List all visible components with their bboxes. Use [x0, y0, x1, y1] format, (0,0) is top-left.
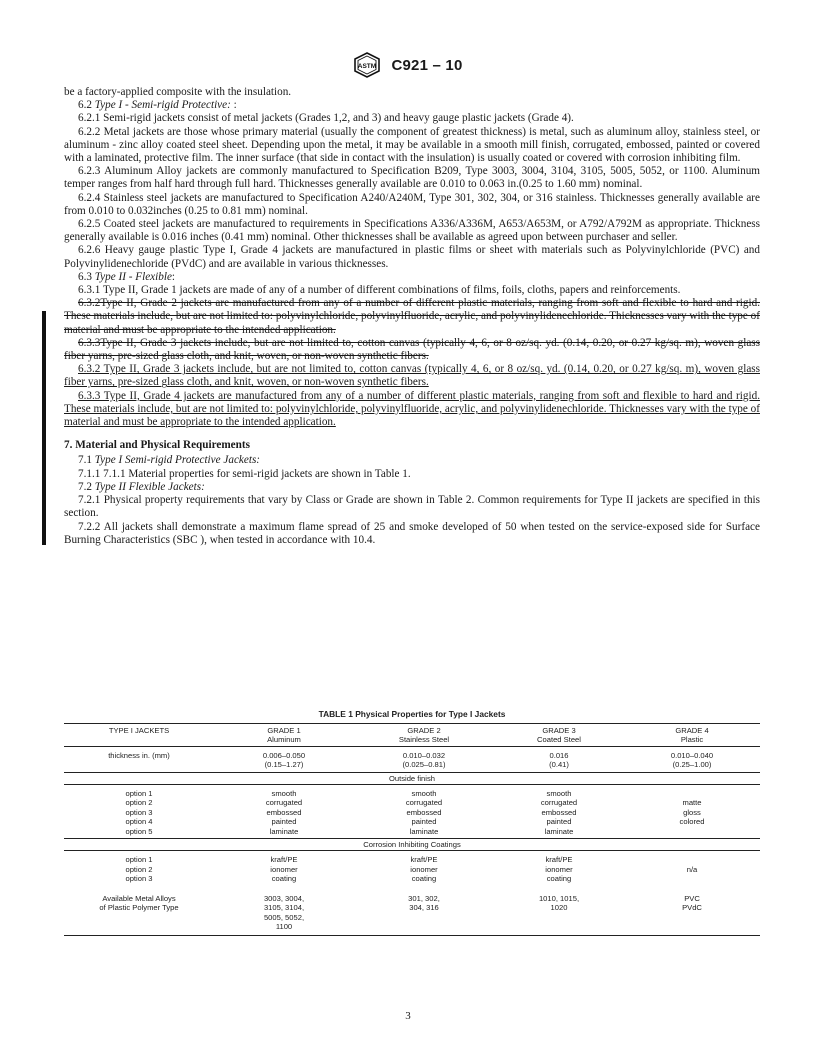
row-label: thickness in. (mm): [64, 746, 214, 772]
column-header: [494, 724, 624, 747]
column-header: [64, 724, 214, 747]
option-label: option 2: [125, 798, 153, 808]
cell-line: [624, 874, 760, 883]
grade-1-coatings: [214, 851, 354, 886]
cell-line: (0.15–1.27): [264, 760, 304, 770]
cell-line: 1010, 1015,: [538, 893, 580, 903]
subheader-cell: Corrosion Inhibiting Coatings: [64, 839, 760, 851]
cell-line: embossed: [266, 807, 302, 817]
grade-3-coatings: [494, 851, 624, 886]
cell-line: [624, 827, 760, 836]
option-label: option 5: [125, 826, 153, 836]
column-header-sublabel: Stainless Steel: [398, 735, 450, 745]
paragraph-6-2-5: 6.2.5 Coated steel jackets are manufactured to requirements in Specifications A336/A336M, A653/A653M, or A792/A792M as appropriate. Thickness generally available is 0.016 inches (0.41 mm) nominal. Other thicknesses shall be available as agreed upon between purchaser and seller.: [64, 218, 760, 244]
section-title: Type I - Semi-rigid Protective:: [94, 99, 231, 112]
cell-line: ionomer: [410, 864, 438, 874]
section-title-tail: :: [230, 99, 237, 112]
grade-4-coatings: [624, 851, 760, 886]
paragraph-continuation: be a factory-applied composite with the insulation.: [64, 86, 292, 98]
table-cell: [214, 746, 354, 772]
document-designation: C921 – 10: [391, 56, 463, 74]
cell-line: laminate: [269, 826, 299, 836]
cell-line: kraft/PE: [270, 855, 298, 865]
cell-line: smooth: [546, 789, 572, 799]
cell-line: laminate: [544, 826, 574, 836]
coatings-subheader-row: [64, 839, 760, 851]
grade-2-finishes: [354, 785, 494, 839]
cell-line: kraft/PE: [545, 855, 573, 865]
cell-line: coating: [271, 874, 297, 884]
cell-line: ionomer: [270, 864, 298, 874]
section-number: 7.1: [78, 454, 92, 467]
option-label: option 3: [125, 807, 153, 817]
cell-line: 0.010–0.040: [670, 750, 714, 760]
grade-2-alloys: [354, 886, 494, 936]
option-label: option 1: [125, 855, 153, 865]
cell-line: painted: [411, 817, 437, 827]
section-7-1-heading: [64, 454, 760, 467]
option-labels: [64, 785, 214, 839]
cell-line: 0.010–0.032: [402, 750, 446, 760]
row-label-line: of Plastic Polymer Type: [99, 903, 179, 913]
cell-line: 5005, 5052,: [263, 912, 305, 922]
paragraph-6-3-1: 6.3.1 Type II, Grade 1 jackets are made of any of a number of different combinations of films, foils, cloths, papers and reinforcements.: [78, 284, 681, 297]
inserted-paragraph-6-3-3: 6.3.3 Type II, Grade 4 jackets are manufactured from any of a number of different plastic materials, ranging from soft and flexible to hard and rigid. These materials include, but are not limited to: polyvinylchloride, polyvinylfluoride, acrylic, and polyvinylidenechloride. Thicknesses vary with the type of material and must be appropriate to the intended application.: [64, 389, 760, 429]
paragraph-7-2-1: 7.2.1 Physical property requirements that vary by Class or Grade are shown in Table 2. Common requirements for Type II jackets are specified in this section.: [64, 494, 760, 520]
cell-line: corrugated: [405, 798, 443, 808]
inserted-paragraph-6-3-2: 6.3.2 Type II, Grade 3 jackets include, but are not limited to, cotton canvas (typically 4, 6, or 8 oz/sq. yd. (0.14, 0.20, or 0.27 kg/sq. m), woven glass fiber yarns, pre-sized glass cloth, and knit, woven, or non-woven synthetic fibers.: [64, 363, 760, 389]
column-header-sublabel: Aluminum: [267, 735, 301, 745]
cell-line: coating: [546, 874, 572, 884]
column-header: [354, 724, 494, 747]
cell-line: 3003, 3004,: [263, 893, 305, 903]
cell-line: (0.25–1.00): [672, 760, 712, 770]
cell-line: colored: [679, 817, 705, 827]
section-number: 6.2: [78, 99, 92, 112]
deleted-paragraph-6-3-3: 6.3.3Type II, Grade 3 jackets include, but are not limited to, cotton canvas (typically 4, 6, or 8 oz/sq. yd. (0.14, 0.20, or 0.27 kg/sq. m), woven glass fiber yarns, pre-sized glass cloth, and knit, woven, or non-woven synthetic fibers.: [64, 336, 760, 363]
cell-line: kraft/PE: [410, 855, 438, 865]
cell-line: 0.006–0.050: [262, 750, 306, 760]
column-header-label: GRADE 3: [542, 726, 576, 735]
cell-line: [624, 789, 760, 798]
option-labels: [64, 851, 214, 886]
document-body: [64, 86, 760, 547]
alloys-row: [64, 886, 760, 936]
cell-line: gloss: [683, 807, 701, 817]
option-label: option 4: [125, 817, 153, 827]
grade-1-alloys: [214, 886, 354, 936]
section-number: 7.2: [78, 480, 92, 493]
table-cell: [354, 746, 494, 772]
option-label: option 1: [125, 789, 153, 799]
cell-line: n/a: [686, 864, 698, 874]
revision-change-bar: [42, 311, 46, 545]
section-title: Type II Flexible Jackets:: [94, 480, 205, 493]
cell-line: corrugated: [265, 798, 303, 808]
thickness-row: [64, 746, 760, 772]
section-6-3-heading: [64, 271, 760, 284]
section-number: 6.3: [78, 270, 92, 283]
column-header-label: TYPE I JACKETS: [108, 726, 170, 735]
table-title: TABLE 1 Physical Properties for Type I Jackets: [318, 709, 506, 719]
cell-line: 3105, 3104,: [263, 903, 305, 913]
cell-line: [624, 855, 760, 864]
cell-line: laminate: [409, 826, 439, 836]
cell-line: 1020: [550, 903, 568, 913]
section-title-tail: :: [171, 270, 176, 283]
grade-2-coatings: [354, 851, 494, 886]
cell-line: embossed: [541, 807, 577, 817]
column-header-sublabel: Coated Steel: [537, 735, 581, 745]
cell-line: (0.025–0.81): [402, 760, 446, 770]
outside-finish-options-row: [64, 785, 760, 839]
paragraph-6-2-1: 6.2.1 Semi-rigid jackets consist of metal jackets (Grades 1,2, and 3) and heavy gauge plastic jackets (Grade 4).: [78, 112, 574, 125]
paragraph-7-1-1: 7.1.1 7.1.1 Material properties for semi-rigid jackets are shown in Table 1.: [78, 467, 411, 480]
cell-line: smooth: [411, 789, 437, 799]
section-title: Type I Semi-rigid Protective Jackets:: [94, 454, 261, 467]
section-7-heading: 7. Material and Physical Requirements: [64, 439, 250, 452]
column-header-label: GRADE 2: [407, 726, 441, 735]
grade-4-finishes: [624, 785, 760, 839]
grade-4-alloys: [624, 886, 760, 936]
outside-finish-subheader-row: [64, 772, 760, 784]
cell-line: 0.016: [549, 750, 569, 760]
option-label: option 2: [125, 864, 153, 874]
subheader-cell: Outside finish: [64, 772, 760, 784]
cell-line: (0.41): [549, 760, 569, 770]
deleted-paragraph-6-3-2: 6.3.2Type II, Grade 2 jackets are manufactured from any of a number of different plastic materials, ranging from soft and flexible to hard and rigid. These materials include, but are not limited to: polyvinylchloride, polyvinylfluoride, acrylic, and polyvinylidenechloride. Thicknesses vary with the type of material and must be appropriate to the intended application.: [64, 297, 760, 336]
cell-line: ionomer: [545, 864, 573, 874]
column-header-label: GRADE 4: [675, 726, 709, 735]
grade-1-finishes: [214, 785, 354, 839]
cell-line: embossed: [406, 807, 442, 817]
grade-3-finishes: [494, 785, 624, 839]
paragraph-6-2-4: 6.2.4 Stainless steel jackets are manufactured to Specification A240/A240M, Type 301, 302, 304, or 316 stainless. Thicknesses generally available are from 0.010 to 0.032inches (0.25 to 0.81 mm) nominal.: [64, 191, 760, 217]
coatings-options-row: [64, 851, 760, 886]
table-header-row: [64, 724, 760, 747]
table-cell: [624, 746, 760, 772]
cell-line: 301, 302,: [408, 893, 440, 903]
column-header: [624, 724, 760, 747]
section-title: Type II - Flexible: [94, 270, 172, 283]
page-header: [0, 52, 816, 80]
page-number: 3: [405, 1010, 411, 1022]
cell-line: painted: [546, 817, 572, 827]
table-cell: [494, 746, 624, 772]
row-label-line: Available Metal Alloys: [102, 893, 176, 903]
option-label: option 3: [125, 874, 153, 884]
column-header-sublabel: Plastic: [680, 735, 704, 745]
grade-3-alloys: [494, 886, 624, 936]
paragraph-6-2-3: 6.2.3 Aluminum Alloy jackets are commonly manufactured to Specification B209, Type 3003, 3004, 3104, 3105, 5005, 5052, or 1100. Aluminum temper ranges from half hard through full hard. Thicknesses generally available are 0.010 to 0.063 in.(0.25 to 1.60 mm) nominal.: [64, 165, 760, 191]
cell-line: 1100: [275, 921, 293, 931]
cell-line: 304, 316: [409, 903, 439, 913]
cell-line: smooth: [271, 789, 297, 799]
cell-line: PVC: [684, 893, 700, 903]
column-header: [214, 724, 354, 747]
physical-properties-table: [64, 723, 760, 936]
cell-line: painted: [271, 817, 297, 827]
svg-text:ASTM: ASTM: [358, 63, 377, 70]
table-1: [64, 709, 760, 936]
cell-line: PVdC: [682, 903, 702, 913]
paragraph-6-2-6: 6.2.6 Heavy gauge plastic Type I, Grade 4 jackets are manufactured in plastic films or sheet with materials such as Polyvinylchloride (PVC) and Polyvinylidenechloride (PVdC) and are available in various thicknesses.: [64, 244, 760, 270]
column-header-label: GRADE 1: [267, 726, 301, 735]
paragraph-6-2-2: 6.2.2 Metal jackets are those whose primary material (usually the component of greatest thickness) is metal, such as aluminum alloy, stainless steel, or aluminum - zinc alloy coated steel sheet. Depending upon the metal, it may be available in a smooth mill finish, corrugated, embossed, painted or covered with a laminated, protective film. The inner surface (that side in contact with the insulation) is usually coated or covered with corrosion inhibiting film.: [64, 125, 760, 165]
cell-line: coating: [411, 874, 437, 884]
cell-line: matte: [682, 798, 702, 808]
paragraph-7-2-2: 7.2.2 All jackets shall demonstrate a maximum flame spread of 25 and smoke developed of 50 when tested on the service-exposed side for Surface Burning Characteristics (SBC ), when tested in accordance with 10.4.: [64, 520, 760, 546]
section-7-2-heading: [64, 481, 760, 494]
astm-logo-icon: [353, 52, 381, 78]
cell-line: corrugated: [540, 798, 578, 808]
row-label: [64, 886, 214, 936]
section-6-2-heading: [64, 99, 760, 112]
